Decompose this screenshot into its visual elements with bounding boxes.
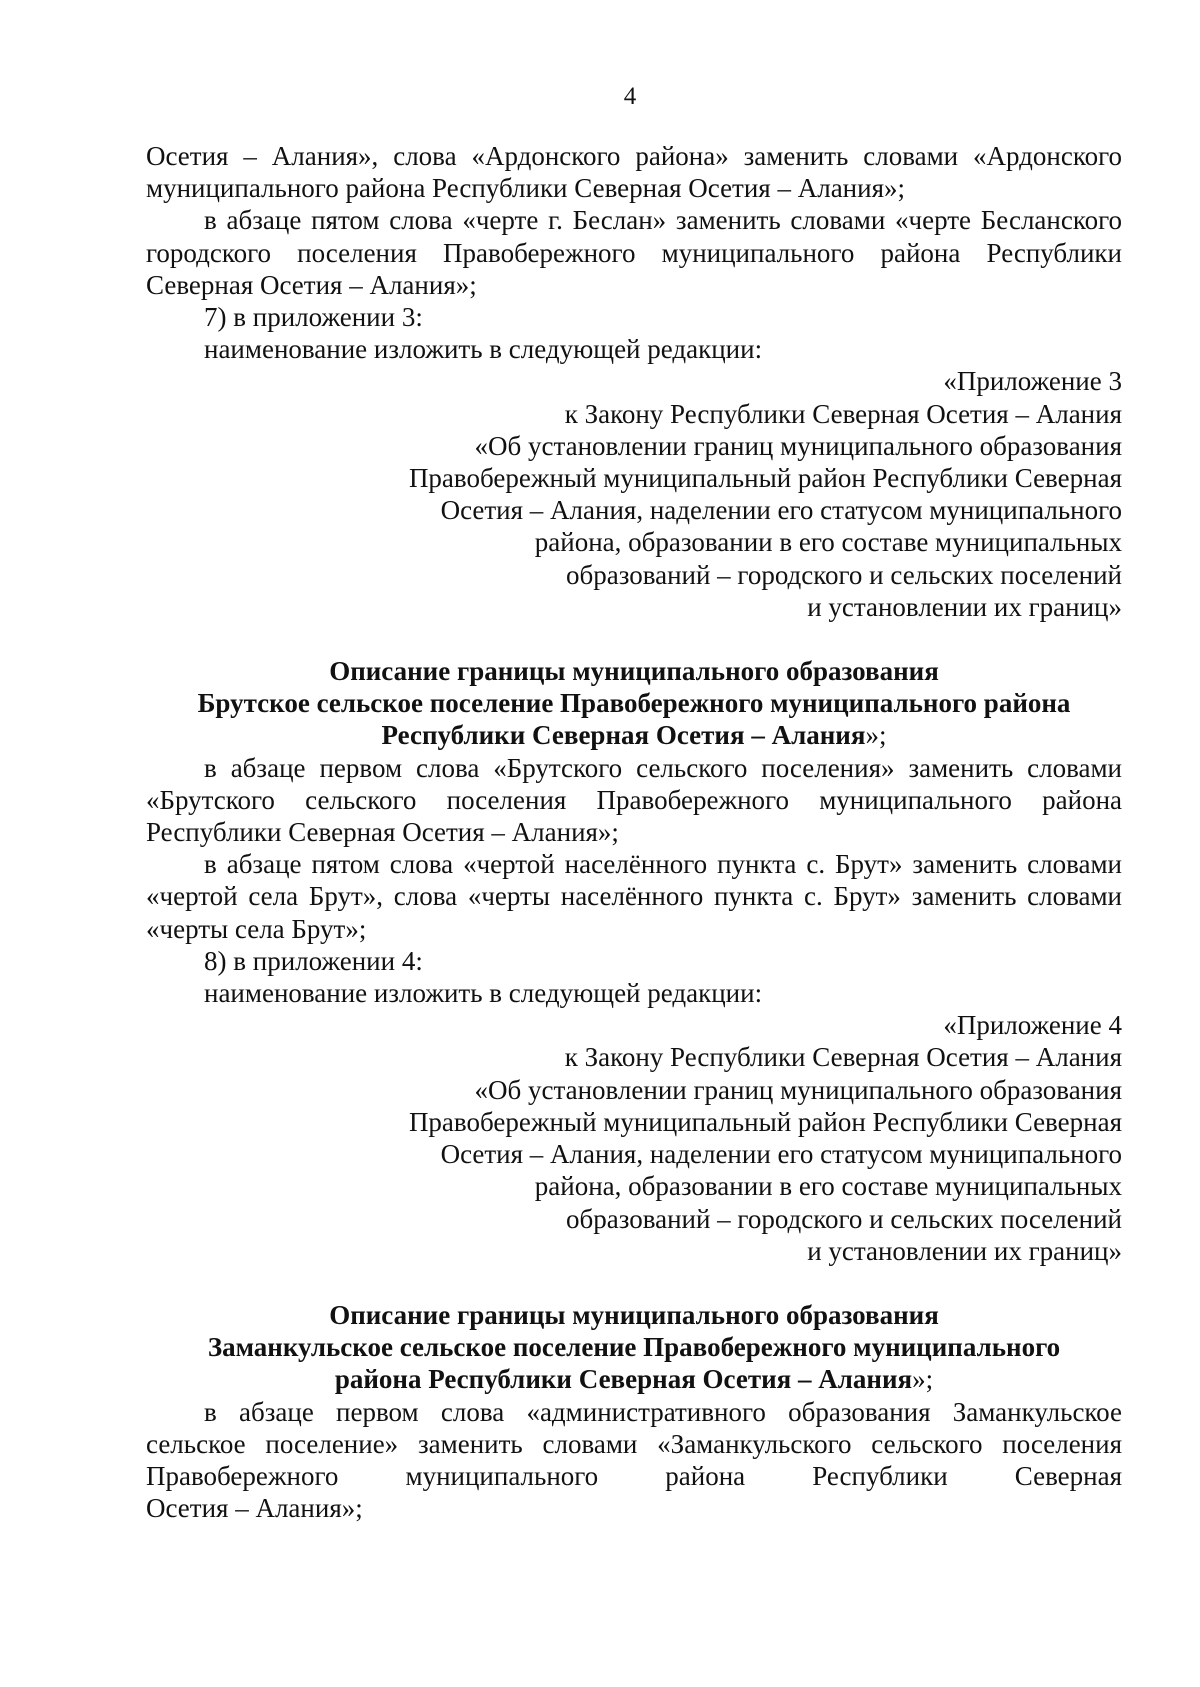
section-heading-brut [146,655,1122,752]
heading-line: Брутское сельское поселение Правобережного муниципального района [197,688,1071,719]
appendix-4-line: района, образовании в его составе муниципальных [534,1171,1122,1202]
heading-line-last [146,719,1122,751]
heading-line: Описание границы муниципального образования [329,1299,939,1330]
paragraph-continuation: Осетия – Алания», слова «Ардонского района» заменить словами «Ардонского муниципального района Республики Северная Осетия – Алания»; [146,141,1122,204]
appendix-3-header [146,365,1122,623]
paragraph-zamankul-first: в абзаце первом слова «административного образования Заманкульское сельское поселение» заменить словами «Заманкульского сельского поселения Правобережного муниципального района Республики Северная [146,1396,1122,1491]
paragraph-name-edit-4: наименование изложить в следующей редакции: [204,978,763,1009]
appendix-3-line: «Приложение 3 [943,366,1122,397]
paragraph-zamankul-last-line: Осетия – Алания»; [146,1493,363,1524]
appendix-3-line: Правобережный муниципальный район Республики Северная [408,463,1122,494]
heading-tail: »; [912,1364,934,1395]
section-heading-zamankul [146,1299,1122,1396]
paragraph-brut-first: в абзаце первом слова «Брутского сельского поселения» заменить словами «Брутского сельского поселения Правобережного муниципального района Республики Северная Осетия – Алания»; [146,752,1122,848]
heading-line-text: Республики Северная Осетия – Алания [381,720,866,751]
heading-line: Описание границы муниципального образования [329,656,939,687]
appendix-4-header [146,1009,1122,1267]
paragraph-brut-fifth: в абзаце пятом слова «чертой населённого пункта с. Брут» заменить словами «чертой села Брут», слова «черты населённого пункта с. Брут» заменить словами «черты села Брут»; [146,849,1122,944]
appendix-4-line: и установлении их границ» [807,1235,1122,1266]
page-number: 4 [623,83,637,110]
heading-line-last [146,1363,1122,1395]
heading-line: Заманкульское сельское поселение Правобережного муниципального [207,1332,1061,1363]
heading-line-text: района Республики Северная Осетия – Алания [334,1364,913,1395]
appendix-4-line: к Закону Республики Северная Осетия – Алания [564,1042,1122,1073]
paragraph-item-8: 8) в приложении 4: [204,945,423,976]
appendix-3-line: «Об установлении границ муниципального образования [474,430,1122,461]
appendix-3-line: Осетия – Алания, наделении его статусом муниципального [440,495,1122,526]
appendix-4-line: Осетия – Алания, наделении его статусом муниципального [440,1139,1122,1170]
heading-tail: »; [865,720,887,751]
appendix-4-line: «Об установлении границ муниципального образования [474,1074,1122,1105]
paragraph-item-7: 7) в приложении 3: [204,302,423,333]
appendix-3-line: образований – городского и сельских поселений [565,559,1122,590]
appendix-3-line: и установлении их границ» [807,591,1122,622]
appendix-4-line: образований – городского и сельских поселений [565,1203,1122,1234]
document-body [146,140,1122,1524]
appendix-4-line: «Приложение 4 [943,1010,1122,1041]
appendix-3-line: к Закону Республики Северная Осетия – Алания [564,398,1122,429]
paragraph-beslan: в абзаце пятом слова «черте г. Беслан» заменить словами «черте Бесланского городского поселения Правобережного муниципального района Республики Северная Осетия – Алания»; [146,205,1122,300]
appendix-3-line: района, образовании в его составе муниципальных [534,527,1122,558]
appendix-4-line: Правобережный муниципальный район Республики Северная [408,1106,1122,1137]
paragraph-name-edit-3: наименование изложить в следующей редакции: [204,334,763,365]
